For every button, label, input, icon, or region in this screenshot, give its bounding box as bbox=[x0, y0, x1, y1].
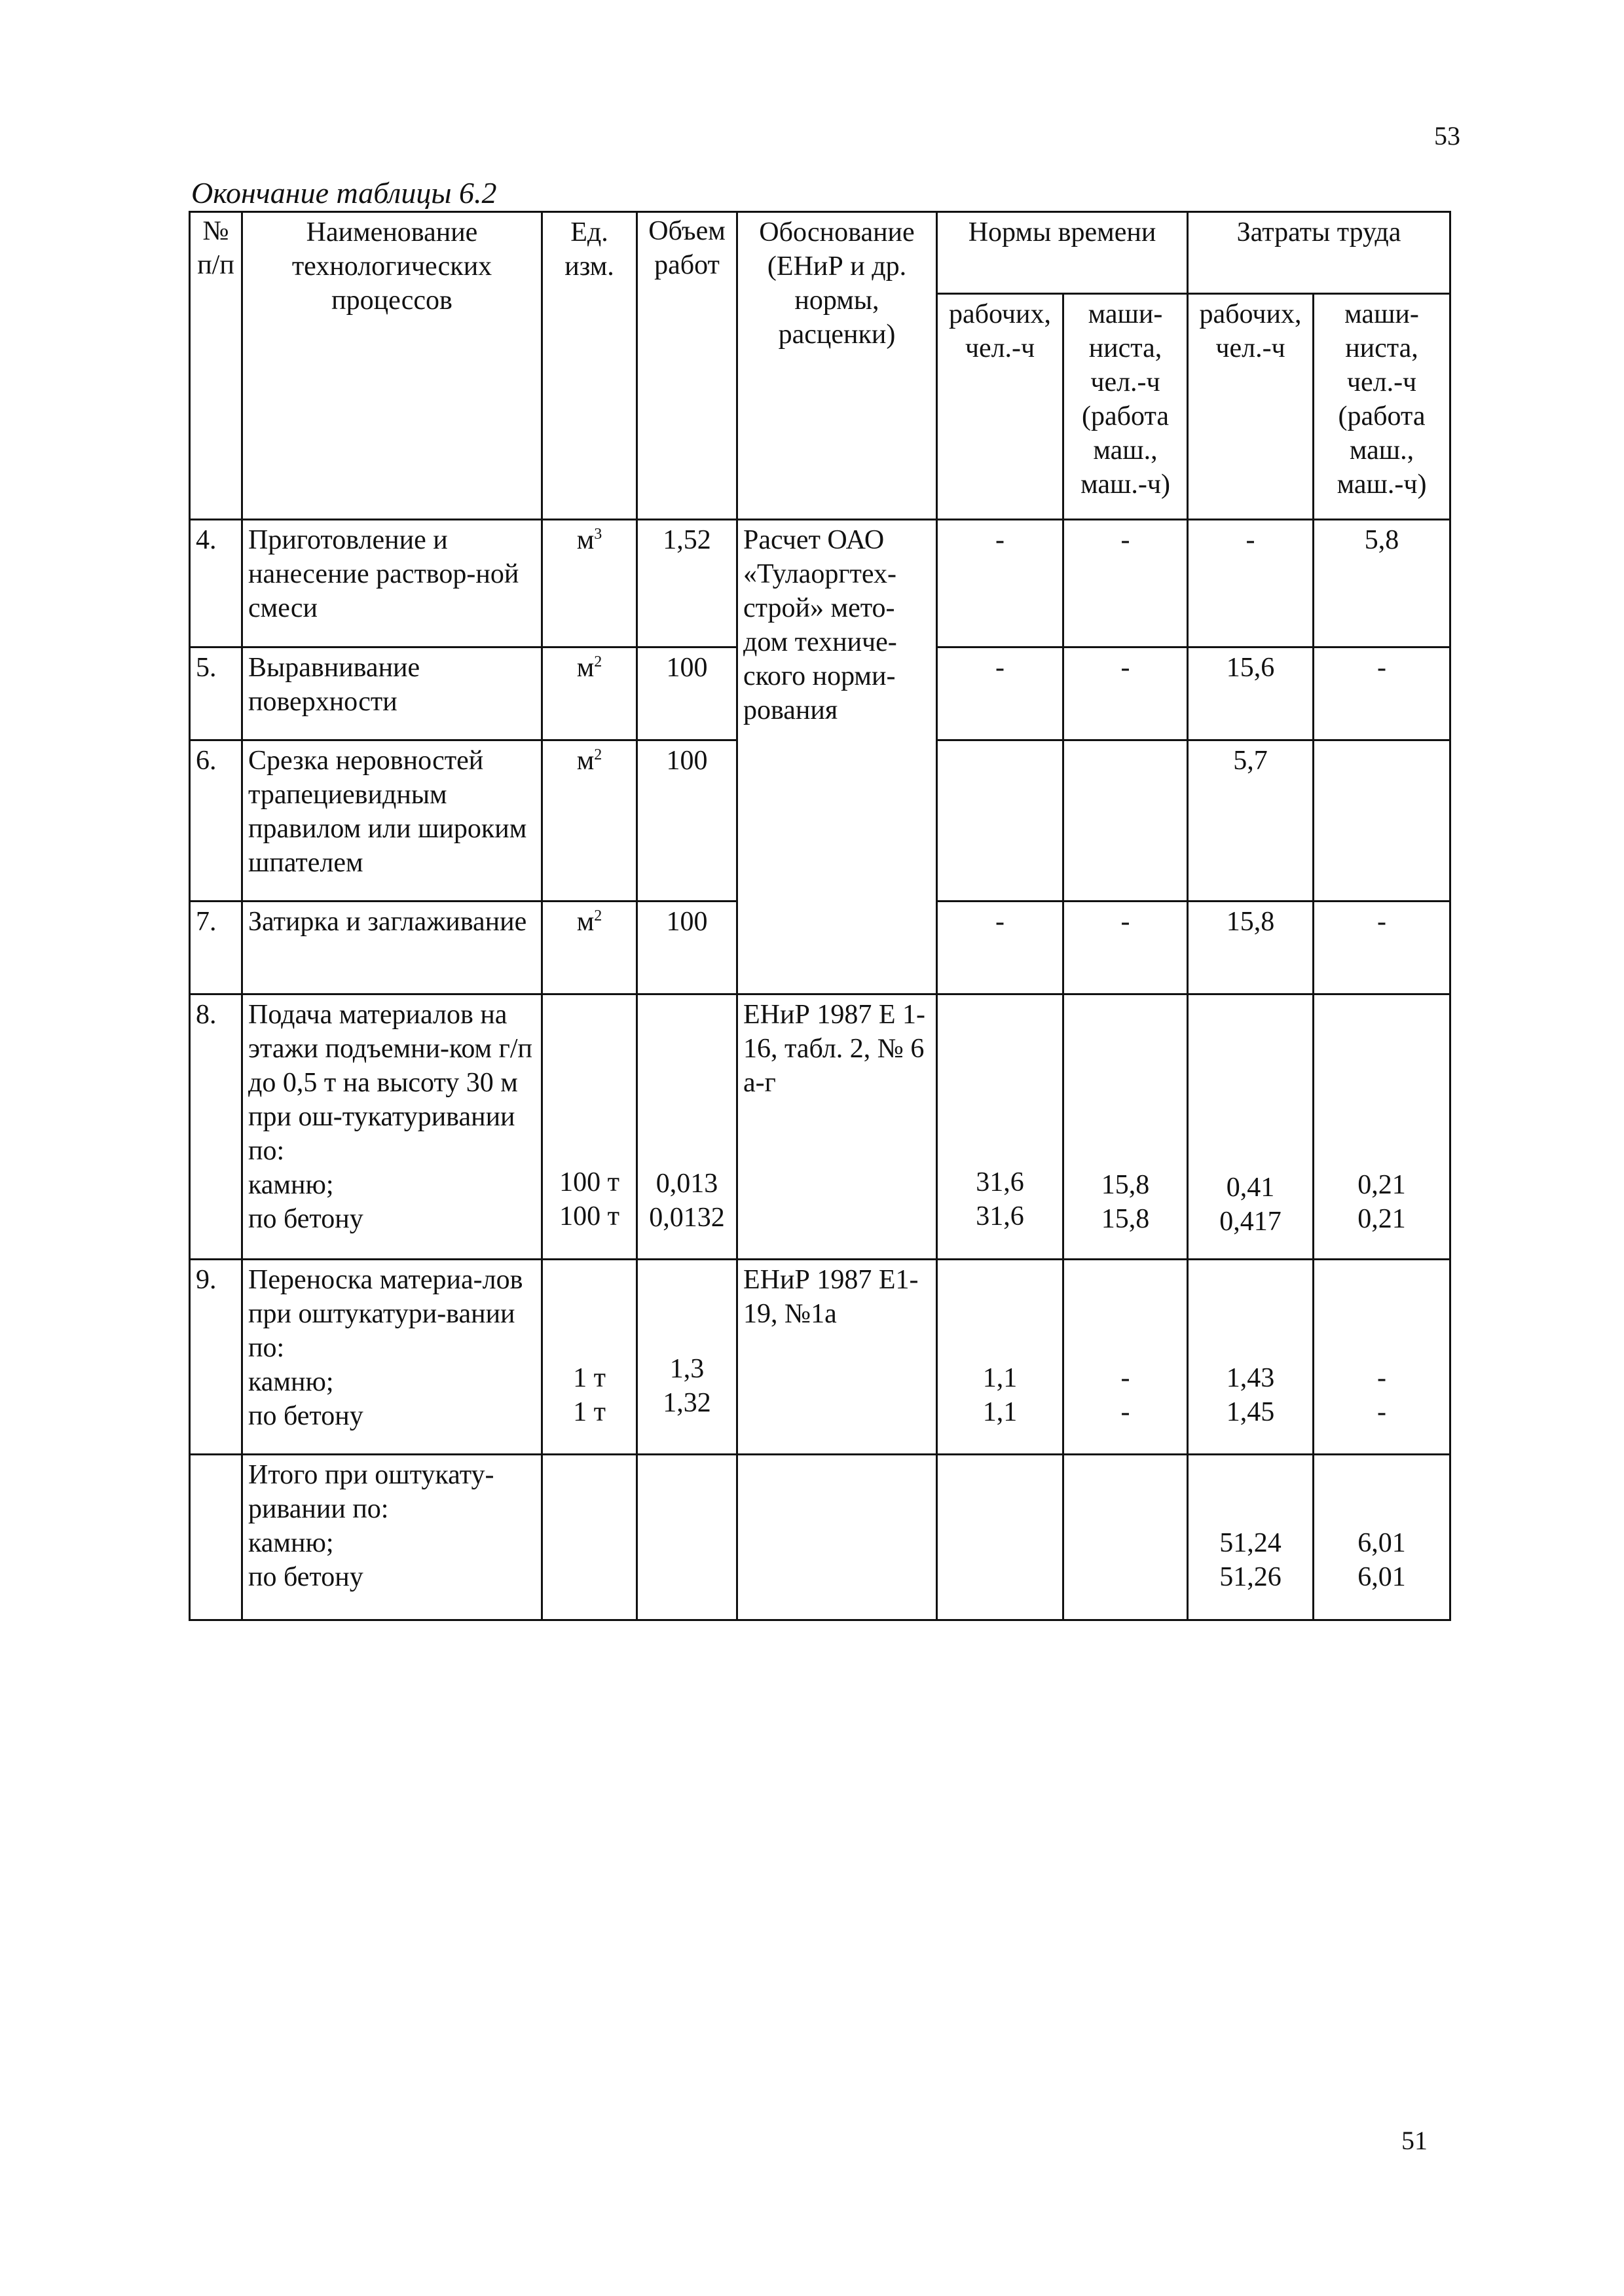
row-num: 6. bbox=[190, 740, 242, 902]
row-num: 5. bbox=[190, 647, 242, 740]
row-num: 4. bbox=[190, 520, 242, 647]
row-unit: $м^2$ bbox=[542, 740, 637, 902]
row-name: Приготовление и нанесение раствор-ной смеси bbox=[242, 520, 542, 647]
row-name-sub-1: камню; bbox=[248, 1367, 334, 1397]
labor-table bbox=[189, 211, 1451, 1621]
row-labor-workers bbox=[1188, 994, 1314, 1260]
row-name: Выравнивание поверхности bbox=[242, 647, 542, 740]
row-unit: $м^2$ bbox=[542, 647, 637, 740]
row-name bbox=[242, 1260, 542, 1455]
value-1: 6,01 bbox=[1357, 1528, 1406, 1558]
row-volume: 100 bbox=[637, 647, 737, 740]
table-row-total bbox=[190, 1455, 1450, 1620]
header-basis: Обоснование (ЕНиР и др. нормы, расценки) bbox=[737, 212, 937, 520]
header-machinists: маши-ниста, чел.-ч (работа маш., маш.-ч) bbox=[1063, 294, 1188, 520]
row-labor-machinists: - bbox=[1314, 902, 1450, 994]
row-labor-workers: - bbox=[1188, 520, 1314, 647]
row-norm-machinists bbox=[1063, 994, 1188, 1260]
value-1: - bbox=[1377, 1363, 1387, 1393]
value-2: - bbox=[1377, 1397, 1387, 1427]
row-name: Срезка неровностей трапециевидным правилом или широким шпателем bbox=[242, 740, 542, 902]
row-volume-1: 0,013 bbox=[655, 1169, 718, 1199]
row-labor-machinists: - bbox=[1314, 647, 1450, 740]
row-norm-workers bbox=[937, 1455, 1063, 1620]
header-num: № п/п bbox=[190, 212, 242, 520]
row-norm-workers: - bbox=[937, 902, 1063, 994]
header-labor: Затраты труда bbox=[1188, 212, 1450, 294]
row-labor-machinists bbox=[1314, 740, 1450, 902]
row-unit-1: 1 т bbox=[573, 1363, 606, 1393]
header-unit: Ед. изм. bbox=[542, 212, 637, 520]
header-workers-2: рабочих, чел.-ч bbox=[1188, 294, 1314, 520]
value-2: 1,1 bbox=[982, 1397, 1018, 1427]
row-norm-workers bbox=[937, 1260, 1063, 1455]
row-norm-machinists bbox=[1063, 740, 1188, 902]
row-num bbox=[190, 1455, 242, 1620]
value-1: 1,1 bbox=[982, 1363, 1018, 1393]
row-name-sub-1: камню; bbox=[248, 1170, 334, 1200]
row-basis bbox=[737, 1455, 937, 1620]
value-2: 1,45 bbox=[1226, 1397, 1275, 1427]
value-1: 15,8 bbox=[1101, 1170, 1150, 1200]
row-name-main: Итого при оштукату-ривании по: bbox=[248, 1460, 494, 1524]
value-1: - bbox=[1120, 1363, 1130, 1393]
row-unit bbox=[542, 1260, 637, 1455]
table-row bbox=[190, 520, 1450, 647]
row-norm-workers: - bbox=[937, 520, 1063, 647]
row-labor-workers: 15,6 bbox=[1188, 647, 1314, 740]
value-1: 0,21 bbox=[1357, 1170, 1406, 1200]
header-volume: Объем работ bbox=[637, 212, 737, 520]
page-number-top: 53 bbox=[1434, 121, 1460, 151]
row-unit bbox=[542, 994, 637, 1260]
row-norm-workers bbox=[937, 740, 1063, 902]
row-labor-workers: 15,8 bbox=[1188, 902, 1314, 994]
row-unit-2: 100 т bbox=[559, 1201, 619, 1231]
row-volume-2: 0,0132 bbox=[649, 1203, 725, 1233]
header-workers: рабочих, чел.-ч bbox=[937, 294, 1063, 520]
row-unit-2: 1 т bbox=[573, 1397, 606, 1427]
row-name-main: Подача материалов на этажи подъемни-ком г/п до 0,5 т на высоту 30 м при ош-тукатуривании по: bbox=[248, 1000, 532, 1166]
row-labor-workers: 5,7 bbox=[1188, 740, 1314, 902]
value-2: 0,417 bbox=[1219, 1207, 1282, 1237]
value-1: 1,43 bbox=[1226, 1363, 1275, 1393]
table-row bbox=[190, 994, 1450, 1260]
row-name bbox=[242, 1455, 542, 1620]
row-volume: 100 bbox=[637, 902, 737, 994]
row-name: Затирка и заглаживание bbox=[242, 902, 542, 994]
page-number-bottom: 51 bbox=[1401, 2126, 1428, 2155]
row-labor-workers bbox=[1188, 1260, 1314, 1455]
row-volume-2: 1,32 bbox=[663, 1388, 711, 1418]
row-volume bbox=[637, 1455, 737, 1620]
row-volume bbox=[637, 994, 737, 1260]
value-2: 0,21 bbox=[1357, 1204, 1406, 1234]
row-labor-machinists bbox=[1314, 1455, 1450, 1620]
row-volume: 100 bbox=[637, 740, 737, 902]
value-1: 0,41 bbox=[1226, 1173, 1275, 1203]
table-row bbox=[190, 1260, 1450, 1455]
header-name: Наименование технологических процессов bbox=[242, 212, 542, 520]
row-unit: $м^3$ bbox=[542, 520, 637, 647]
header-row-1 bbox=[190, 212, 1450, 294]
row-basis: Расчет ОАО «Тулаоргтех-строй» мето-дом техниче-ского норми-рования bbox=[737, 520, 937, 994]
row-labor-workers bbox=[1188, 1455, 1314, 1620]
row-labor-machinists bbox=[1314, 1260, 1450, 1455]
row-unit bbox=[542, 1455, 637, 1620]
row-norm-machinists bbox=[1063, 1260, 1188, 1455]
row-num: 9. bbox=[190, 1260, 242, 1455]
row-num: 8. bbox=[190, 994, 242, 1260]
row-basis: ЕНиР 1987 Е 1-16, табл. 2, № 6 а-г bbox=[737, 994, 937, 1260]
value-2: - bbox=[1120, 1397, 1130, 1427]
row-basis: ЕНиР 1987 Е1-19, №1а bbox=[737, 1260, 937, 1455]
row-norm-machinists: - bbox=[1063, 520, 1188, 647]
table-caption: Окончание таблицы 6.2 bbox=[191, 176, 497, 210]
row-name-sub-2: по бетону bbox=[248, 1401, 363, 1431]
row-unit-1: 100 т bbox=[559, 1167, 619, 1197]
row-norm-machinists: - bbox=[1063, 647, 1188, 740]
row-name-sub-2: по бетону bbox=[248, 1562, 363, 1592]
row-unit: $м^2$ bbox=[542, 902, 637, 994]
row-volume-1: 1,3 bbox=[669, 1354, 705, 1384]
row-name-sub-1: камню; bbox=[248, 1528, 334, 1558]
header-machinists-2: маши-ниста, чел.-ч (работа маш., маш.-ч) bbox=[1314, 294, 1450, 520]
value-2: 6,01 bbox=[1357, 1562, 1406, 1592]
row-labor-machinists bbox=[1314, 994, 1450, 1260]
value-2: 51,26 bbox=[1219, 1562, 1282, 1592]
row-norm-machinists bbox=[1063, 1455, 1188, 1620]
row-norm-machinists: - bbox=[1063, 902, 1188, 994]
row-volume bbox=[637, 1260, 737, 1455]
value-1: 51,24 bbox=[1219, 1528, 1282, 1558]
row-labor-machinists: 5,8 bbox=[1314, 520, 1450, 647]
value-2: 31,6 bbox=[976, 1201, 1024, 1231]
value-1: 31,6 bbox=[976, 1167, 1024, 1197]
row-num: 7. bbox=[190, 902, 242, 994]
header-time-norms: Нормы времени bbox=[937, 212, 1188, 294]
value-2: 15,8 bbox=[1101, 1204, 1150, 1234]
row-name-sub-2: по бетону bbox=[248, 1204, 363, 1234]
row-name bbox=[242, 994, 542, 1260]
row-norm-workers: - bbox=[937, 647, 1063, 740]
row-norm-workers bbox=[937, 994, 1063, 1260]
row-name-main: Переноска материа-лов при оштукатури-вании по: bbox=[248, 1265, 523, 1363]
row-volume: 1,52 bbox=[637, 520, 737, 647]
